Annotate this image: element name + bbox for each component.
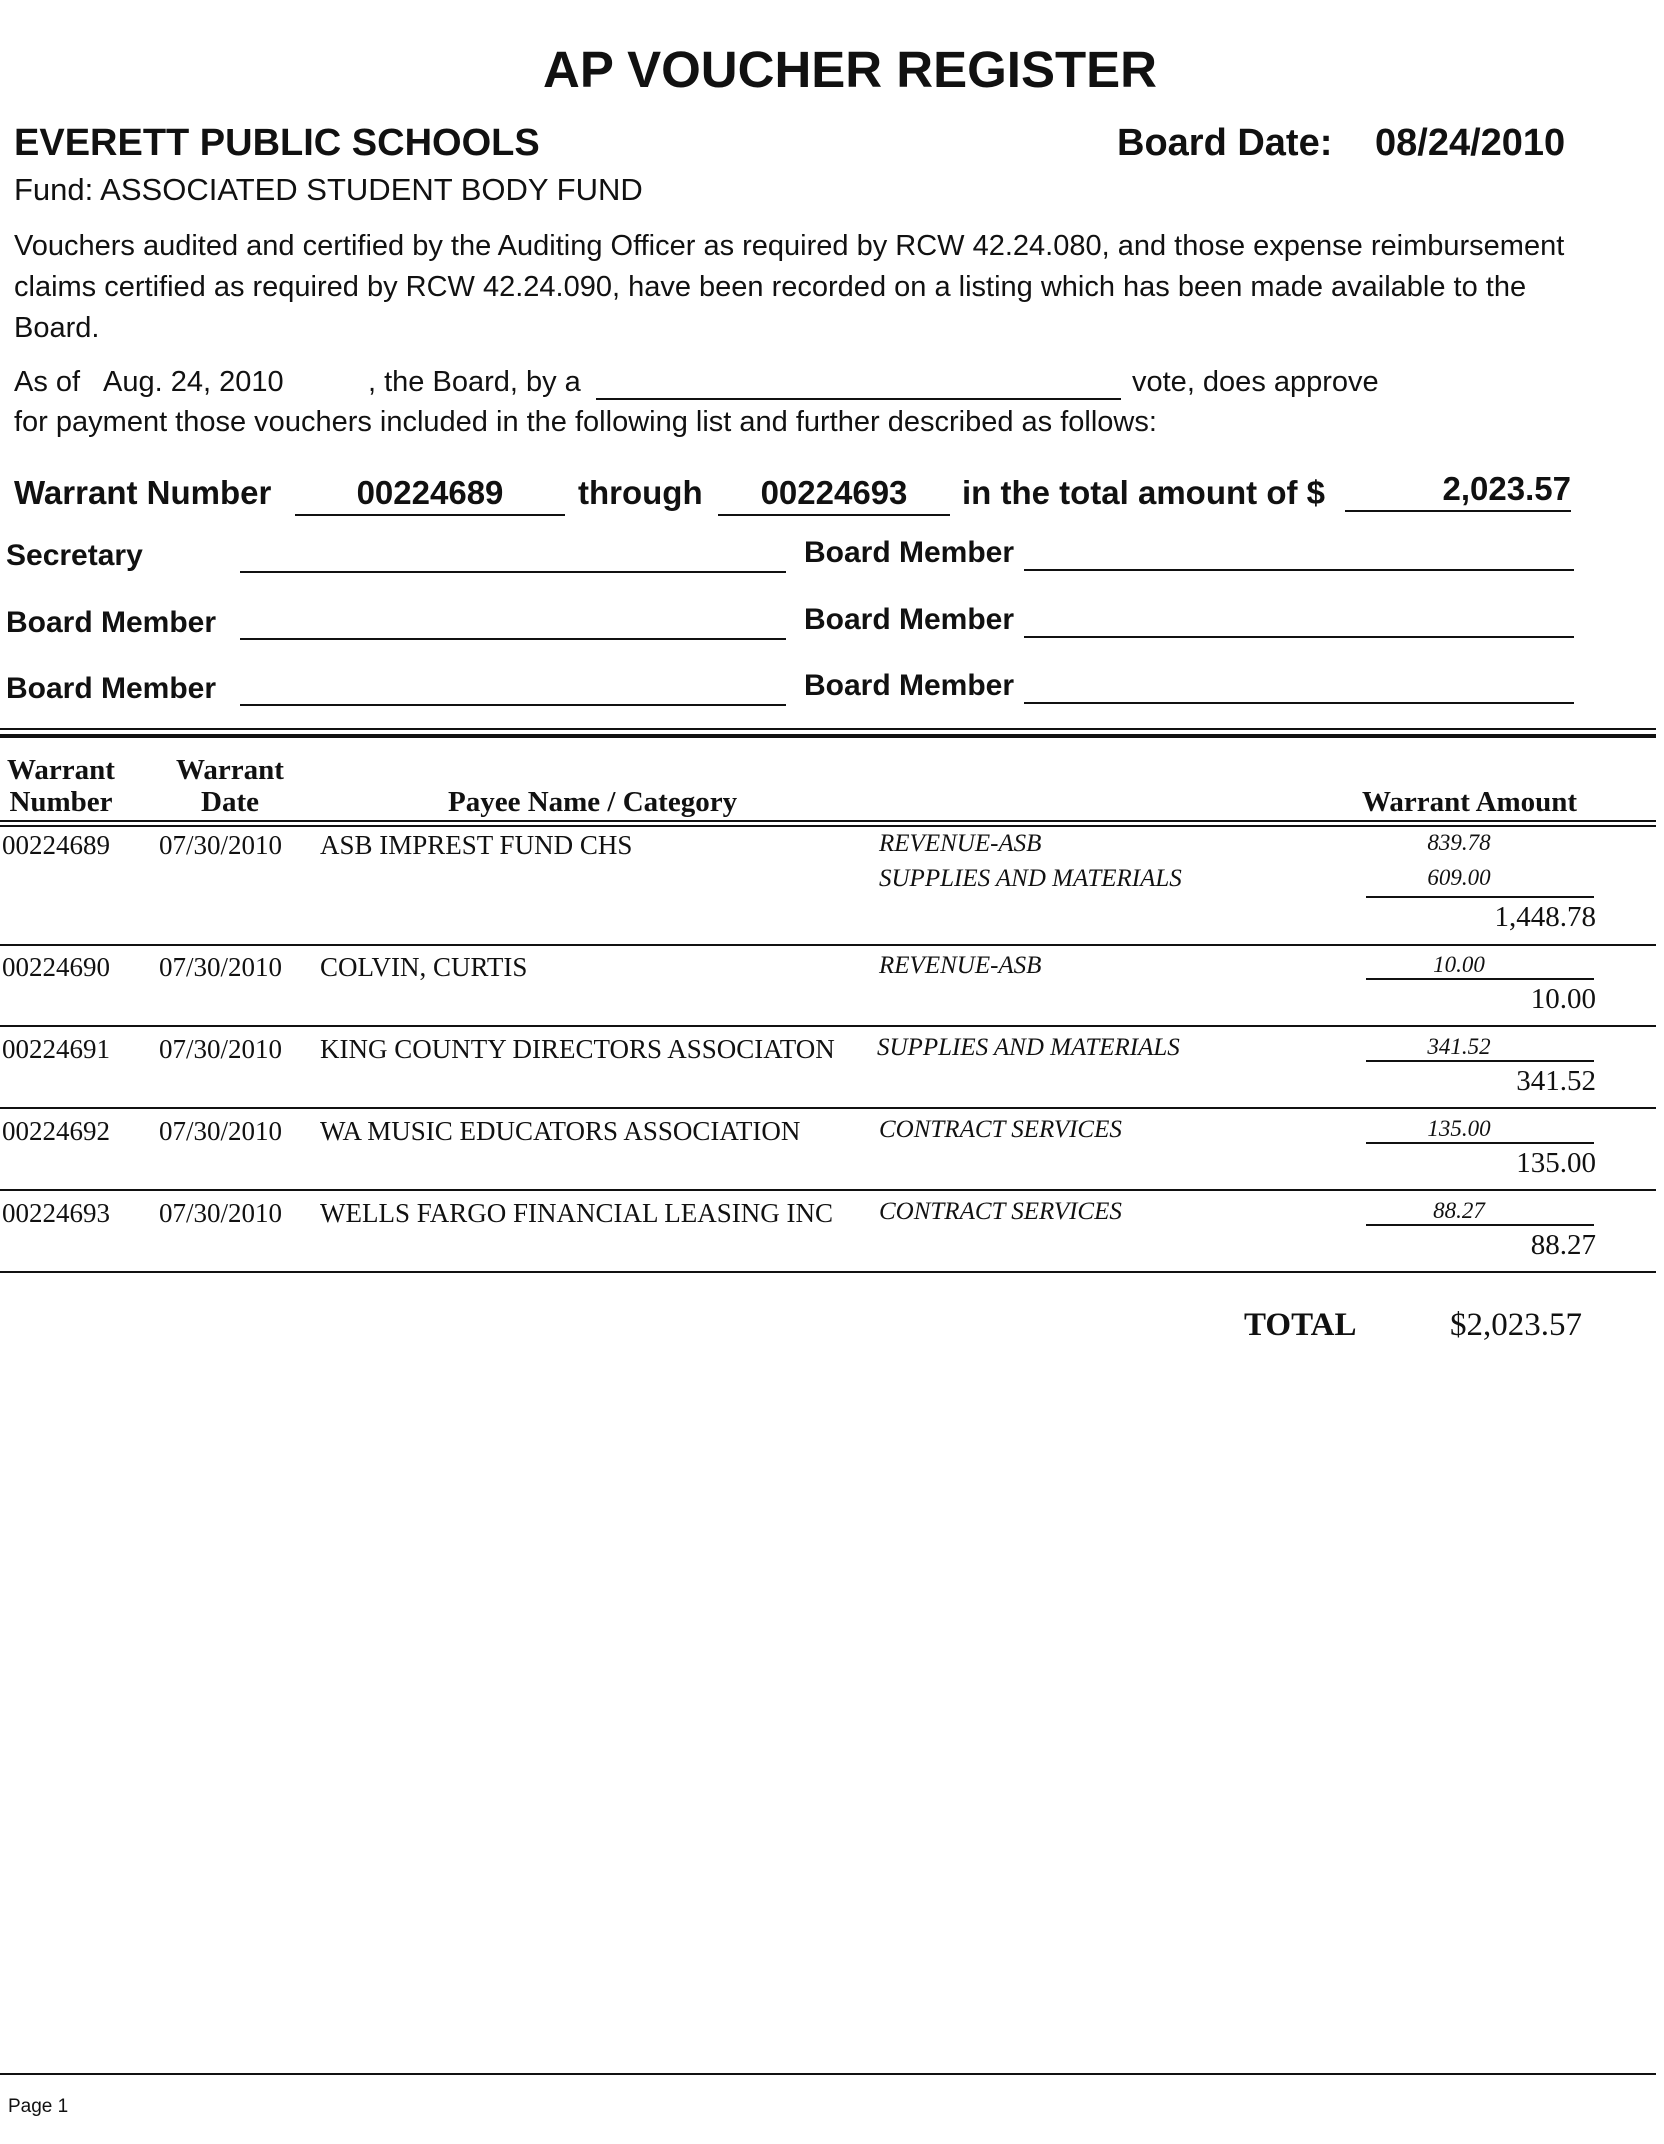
as-of-label: As of <box>14 366 81 398</box>
row-divider <box>0 944 1656 946</box>
divider <box>0 820 1656 822</box>
board-member-signature-line <box>240 638 786 640</box>
header-line: Date <box>201 786 259 818</box>
as-of-date: Aug. 24, 2010 <box>103 366 284 398</box>
warrant-date-cell: 07/30/2010 <box>159 830 283 860</box>
divider <box>0 728 1656 730</box>
warrant-number-cell: 00224691 <box>2 1034 110 1064</box>
board-member-label: Board Member <box>6 672 217 705</box>
payee-cell: COLVIN, CURTIS <box>320 952 528 982</box>
header-warrant-number <box>0 754 122 818</box>
secretary-label: Secretary <box>6 539 143 572</box>
header-line: Number <box>9 786 113 818</box>
row-subtotal: 88.27 <box>1530 1229 1596 1261</box>
board-member-signature-line <box>1024 569 1574 571</box>
total-value: $2,023.57 <box>1450 1307 1582 1343</box>
warrant-number-cell: 00224690 <box>2 952 110 982</box>
row-subtotal: 1,448.78 <box>1494 901 1596 933</box>
payment-text: for payment those vouchers included in the following list and further described as follows: <box>14 406 1157 438</box>
certification-paragraph: Vouchers audited and certified by the Auditing Officer as required by RCW 42.24.080, and those expense reimbursement claims certified as required by RCW 42.24.090, have been recorded on a listing which has been made available to the Board. <box>14 230 1565 344</box>
amount-cell: 341.52 <box>1427 1034 1491 1059</box>
warrant-to: 00224693 <box>718 474 950 516</box>
warrant-from: 00224689 <box>295 474 565 516</box>
header-warrant-date <box>165 754 295 818</box>
category-cell: CONTRACT SERVICES <box>879 1198 1122 1225</box>
amount-cell: 10.00 <box>1433 952 1485 977</box>
header-payee: Payee Name / Category <box>448 786 738 818</box>
warrant-number-label: Warrant Number <box>14 474 272 511</box>
amount-underline <box>1366 978 1594 980</box>
category-cell: REVENUE-ASB <box>879 952 1042 979</box>
board-by-text: , the Board, by a <box>368 366 581 398</box>
vote-approve-text: vote, does approve <box>1132 366 1379 398</box>
category-cell: CONTRACT SERVICES <box>879 1116 1122 1143</box>
category-cell: SUPPLIES AND MATERIALS <box>877 1034 1180 1061</box>
divider <box>0 825 1656 827</box>
row-divider <box>0 1271 1656 1273</box>
divider <box>0 734 1656 738</box>
payee-cell: ASB IMPREST FUND CHS <box>320 830 633 860</box>
amount-cell: 88.27 <box>1433 1198 1485 1223</box>
secretary-signature-line <box>240 571 786 573</box>
through-label: through <box>578 474 703 511</box>
header-amount: Warrant Amount <box>1362 786 1578 818</box>
board-member-label: Board Member <box>804 669 1015 702</box>
header-line: Warrant <box>7 754 115 786</box>
board-member-label: Board Member <box>6 606 217 639</box>
row-subtotal: 341.52 <box>1516 1065 1596 1097</box>
category-cell: SUPPLIES AND MATERIALS <box>879 865 1182 892</box>
warrant-date-cell: 07/30/2010 <box>159 1198 283 1228</box>
amount-cell: 135.00 <box>1427 1116 1491 1141</box>
warrant-number-cell: 00224692 <box>2 1116 110 1146</box>
page-number: Page 1 <box>8 2096 69 2117</box>
board-member-label: Board Member <box>804 603 1015 636</box>
total-amount-value: 2,023.57 <box>1345 470 1571 512</box>
amount-cell: 839.78 <box>1427 830 1491 855</box>
board-member-label: Board Member <box>804 536 1015 569</box>
total-label: TOTAL <box>1244 1307 1357 1343</box>
total-amount-label: in the total amount of $ <box>962 474 1325 511</box>
amount-underline <box>1366 1142 1594 1144</box>
warrant-date-cell: 07/30/2010 <box>159 1116 283 1146</box>
warrant-date-cell: 07/30/2010 <box>159 1034 283 1064</box>
amount-cell: 609.00 <box>1427 865 1491 890</box>
district-name: EVERETT PUBLIC SCHOOLS <box>14 122 540 164</box>
vote-blank-line <box>596 398 1121 400</box>
payee-cell: WA MUSIC EDUCATORS ASSOCIATION <box>320 1116 801 1146</box>
board-date-label: Board Date: <box>1117 122 1333 164</box>
category-cell: REVENUE-ASB <box>879 830 1042 857</box>
board-member-signature-line <box>1024 702 1574 704</box>
amount-underline <box>1366 896 1594 898</box>
footer-divider <box>0 2073 1656 2075</box>
payee-cell: KING COUNTY DIRECTORS ASSOCIATON <box>320 1034 835 1064</box>
amount-underline <box>1366 1060 1594 1062</box>
page-title: AP VOUCHER REGISTER <box>543 41 1157 98</box>
board-member-signature-line <box>1024 636 1574 638</box>
amount-underline <box>1366 1224 1594 1226</box>
warrant-date-cell: 07/30/2010 <box>159 952 283 982</box>
board-date-value: 08/24/2010 <box>1375 122 1566 164</box>
warrant-number-cell: 00224689 <box>2 830 110 860</box>
row-divider <box>0 1025 1656 1027</box>
board-member-signature-line <box>240 704 786 706</box>
payee-cell: WELLS FARGO FINANCIAL LEASING INC <box>320 1198 833 1228</box>
row-divider <box>0 1107 1656 1109</box>
fund-label: Fund: ASSOCIATED STUDENT BODY FUND <box>14 172 643 207</box>
row-subtotal: 135.00 <box>1516 1147 1596 1179</box>
warrant-number-cell: 00224693 <box>2 1198 110 1228</box>
header-line: Warrant <box>176 754 284 786</box>
row-divider <box>0 1189 1656 1191</box>
row-subtotal: 10.00 <box>1530 983 1596 1015</box>
